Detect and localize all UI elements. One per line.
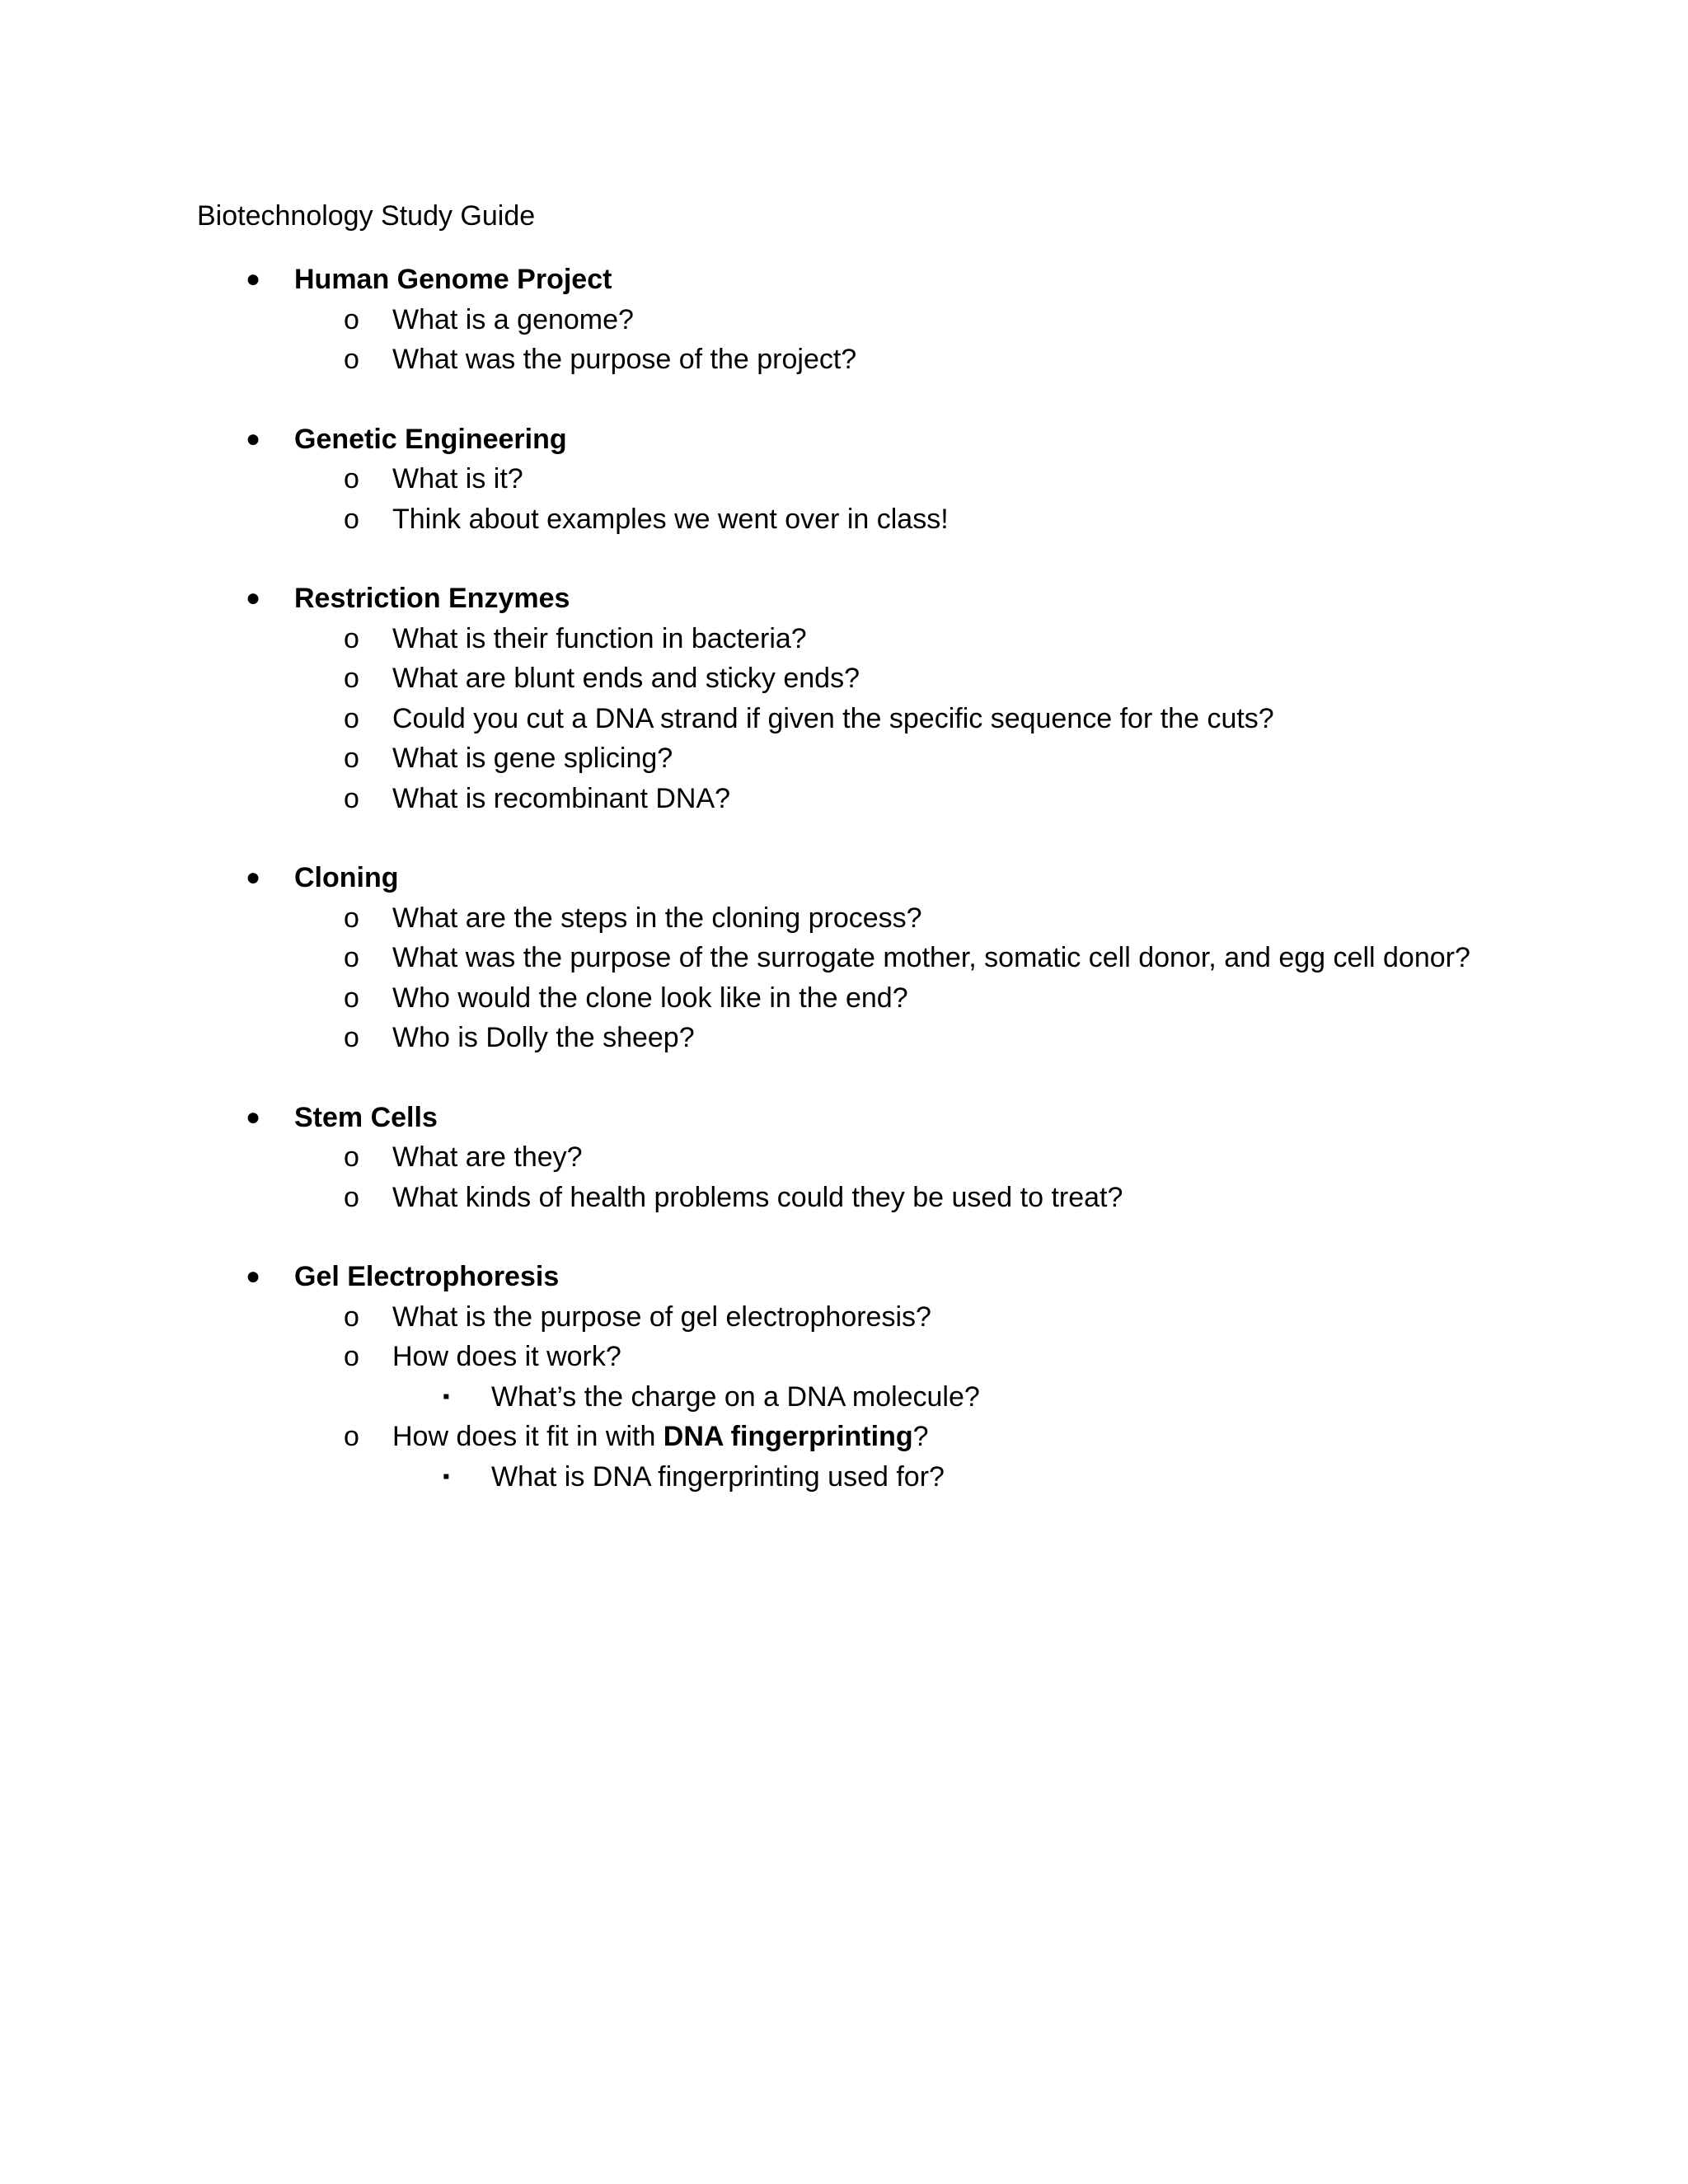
bold-term: DNA fingerprinting <box>663 1421 913 1452</box>
section-heading-row <box>0 260 1688 300</box>
section-heading: Gel Electrophoresis <box>294 1261 560 1292</box>
bullet-icon: ● <box>246 1263 261 1290</box>
list-item-text: What are they? <box>392 1141 583 1173</box>
circle-bullet-icon: o <box>344 1141 359 1173</box>
bold-term-suffix: ? <box>912 1421 929 1452</box>
sub-list-item <box>0 1457 1688 1497</box>
section-heading-row <box>0 419 1688 460</box>
list-item <box>0 1337 1688 1377</box>
section-stem-cells <box>0 1098 1688 1218</box>
list-item-text: Think about examples we went over in class! <box>392 503 949 535</box>
list-item-text: What was the purpose of the surrogate mother, somatic cell donor, and egg cell donor? <box>392 942 1470 973</box>
section-heading: Restriction Enzymes <box>294 583 570 614</box>
circle-bullet-icon: o <box>344 463 359 494</box>
list-item-text <box>392 1417 929 1457</box>
circle-bullet-icon: o <box>344 782 359 814</box>
list-item <box>0 699 1688 739</box>
section-list <box>0 260 1688 1536</box>
list-item <box>0 459 1688 499</box>
list-item <box>0 658 1688 699</box>
bullet-icon: ● <box>246 584 261 612</box>
list-item-text: What is it? <box>392 463 523 494</box>
list-item <box>0 1417 1688 1457</box>
circle-bullet-icon: o <box>344 1022 359 1053</box>
sub-list-item-text: What is DNA fingerprinting used for? <box>491 1460 945 1493</box>
section-heading: Cloning <box>294 862 399 893</box>
list-item-text: What are blunt ends and sticky ends? <box>392 663 860 694</box>
list-item-text: What is their function in bacteria? <box>392 622 807 654</box>
list-item-text-start: How does it fit in with <box>392 1421 663 1452</box>
circle-bullet-icon: o <box>344 1181 359 1213</box>
sub-list-item <box>0 1377 1688 1418</box>
circle-bullet-icon: o <box>344 1421 359 1452</box>
list-item <box>0 898 1688 939</box>
section-restriction-enzymes <box>0 579 1688 818</box>
list-item-text: What is recombinant DNA? <box>392 782 731 814</box>
list-item-text: What kinds of health problems could they be used to treat? <box>392 1181 1123 1213</box>
list-item-text: How does it work? <box>392 1341 621 1372</box>
bullet-icon: ● <box>246 265 261 293</box>
section-heading-row <box>0 1257 1688 1297</box>
document-title: Biotechnology Study Guide <box>197 200 536 232</box>
circle-bullet-icon: o <box>344 503 359 535</box>
list-item <box>0 300 1688 340</box>
section-gel-electrophoresis <box>0 1257 1688 1497</box>
section-heading: Stem Cells <box>294 1101 438 1133</box>
circle-bullet-icon: o <box>344 1301 359 1333</box>
square-bullet-icon: ▪ <box>443 1385 450 1408</box>
section-human-genome-project <box>0 260 1688 380</box>
section-heading-row <box>0 579 1688 619</box>
list-item <box>0 340 1688 380</box>
circle-bullet-icon: o <box>344 982 359 1014</box>
list-item <box>0 619 1688 659</box>
circle-bullet-icon: o <box>344 942 359 973</box>
list-item <box>0 1018 1688 1058</box>
list-item <box>0 978 1688 1019</box>
list-item-text: Who is Dolly the sheep? <box>392 1022 695 1053</box>
square-bullet-icon: ▪ <box>443 1465 450 1488</box>
list-item <box>0 1137 1688 1178</box>
list-item-text: What are the steps in the cloning process? <box>392 902 922 934</box>
list-item <box>0 779 1688 819</box>
section-heading: Genetic Engineering <box>294 423 567 455</box>
sub-list-item-text: What’s the charge on a DNA molecule? <box>491 1380 980 1413</box>
list-item <box>0 738 1688 779</box>
section-genetic-engineering <box>0 419 1688 540</box>
section-heading-row <box>0 1098 1688 1138</box>
list-item-text: Could you cut a DNA strand if given the specific sequence for the cuts? <box>392 702 1274 734</box>
circle-bullet-icon: o <box>344 743 359 774</box>
circle-bullet-icon: o <box>344 663 359 694</box>
circle-bullet-icon: o <box>344 344 359 375</box>
list-item-text: Who would the clone look like in the end? <box>392 982 908 1014</box>
list-item <box>0 499 1688 540</box>
list-item-text: What is a genome? <box>392 303 634 335</box>
section-cloning <box>0 858 1688 1058</box>
list-item <box>0 1178 1688 1218</box>
circle-bullet-icon: o <box>344 622 359 654</box>
list-item-text: What is gene splicing? <box>392 743 673 774</box>
circle-bullet-icon: o <box>344 702 359 734</box>
bullet-icon: ● <box>246 424 261 452</box>
bullet-icon: ● <box>246 1103 261 1131</box>
section-heading: Human Genome Project <box>294 264 612 295</box>
list-item <box>0 938 1688 978</box>
circle-bullet-icon: o <box>344 1341 359 1372</box>
circle-bullet-icon: o <box>344 303 359 335</box>
list-item <box>0 1297 1688 1338</box>
list-item-text: What is the purpose of gel electrophoresis? <box>392 1301 931 1333</box>
circle-bullet-icon: o <box>344 902 359 934</box>
bullet-icon: ● <box>246 864 261 891</box>
section-heading-row <box>0 858 1688 898</box>
list-item-text: What was the purpose of the project? <box>392 344 857 375</box>
